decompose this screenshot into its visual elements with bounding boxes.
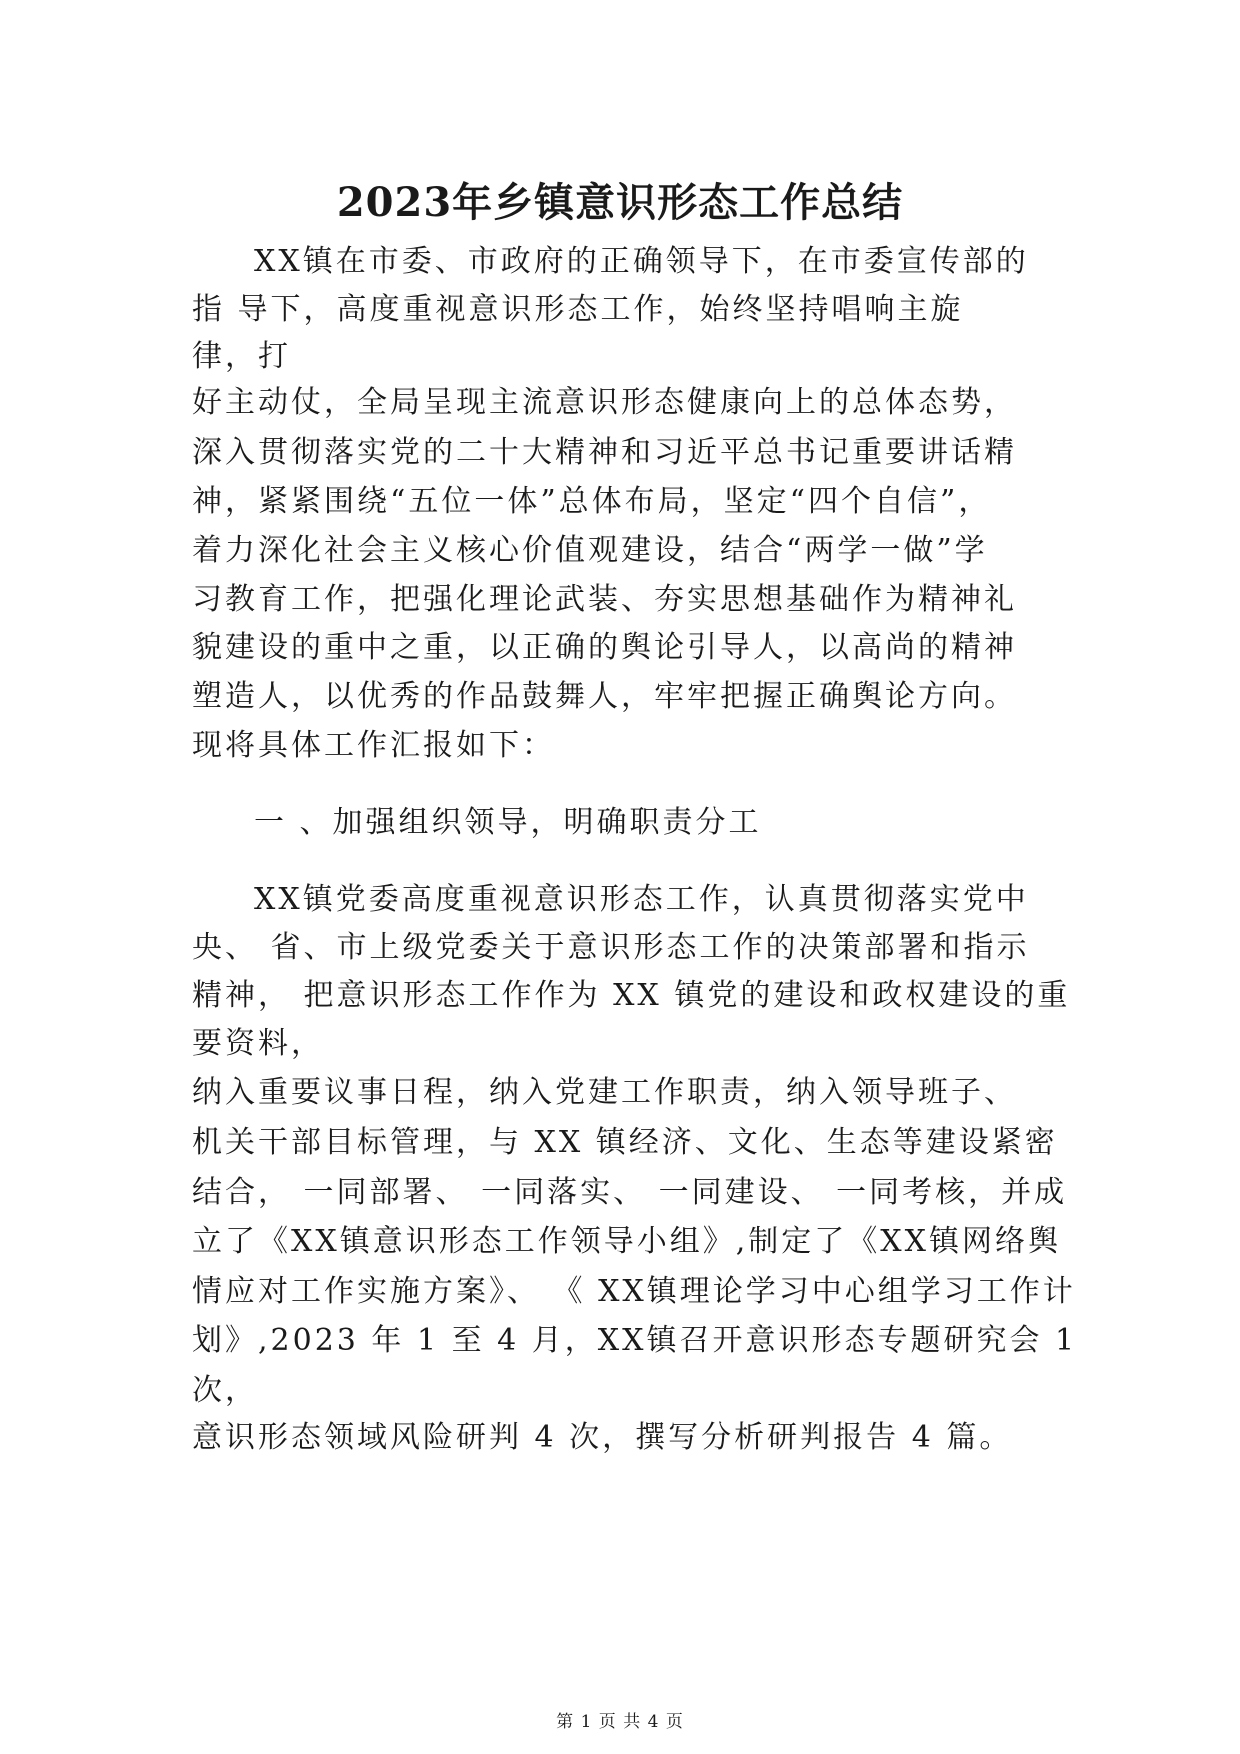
paragraph-line: 貌建设的重中之重，以正确的舆论引导人，以高尚的精神 [192, 630, 1017, 665]
paragraph-line: 神，紧紧围绕“五位一体”总体布局，坚定“四个自信”， [192, 484, 992, 519]
paragraph-line: 指 导下，高度重视意识形态工作，始终坚持唱响主旋 [192, 292, 964, 327]
paragraph-line: XX镇在市委、市政府的正确领导下，在市委宣传部的 [254, 244, 1029, 279]
section-heading: 一 、加强组织领导，明确职责分工 [254, 805, 762, 840]
paragraph-line: 央、 省、市上级党委关于意识形态工作的决策部署和指示 [192, 930, 1030, 965]
paragraph-line: 着力深化社会主义核心价值观建设，结合“两学一做”学 [192, 533, 988, 568]
paragraph-line: 立了《XX镇意识形态工作领导小组》,制定了《XX镇网络舆 [192, 1224, 1061, 1259]
paragraph-line: 情应对工作实施方案》、 《 XX镇理论学习中心组学习工作计 [192, 1274, 1076, 1309]
paragraph-line: 划》,2023 年 1 至 4 月，XX镇召开意识形态专题研究会 1 [192, 1323, 1078, 1358]
page-footer: 第 1 页 共 4 页 [556, 1712, 684, 1732]
paragraph-line: 好主动仗，全局呈现主流意识形态健康向上的总体态势， [192, 385, 1017, 420]
paragraph-line: 精神， 把意识形态工作作为 XX 镇党的建设和政权建设的重 [192, 978, 1071, 1013]
paragraph-line: 律，打 [192, 339, 291, 374]
paragraph-line: 要资料， [192, 1026, 324, 1061]
paragraph-line: 意识形态领域风险研判 4 次，撰写分析研判报告 4 篇。 [192, 1420, 1013, 1455]
document-title: 2023年乡镇意识形态工作总结 [336, 179, 904, 226]
paragraph-line: 机关干部目标管理，与 XX 镇经济、文化、生态等建设紧密 [192, 1125, 1058, 1160]
paragraph-line: XX镇党委高度重视意识形态工作，认真贯彻落实党中 [254, 882, 1029, 917]
paragraph-line: 深入贯彻落实党的二十大精神和习近平总书记重要讲话精 [192, 435, 1017, 470]
paragraph-line: 现将具体工作汇报如下： [192, 728, 555, 763]
paragraph-line: 塑造人，以优秀的作品鼓舞人，牢牢把握正确舆论方向。 [192, 679, 1017, 714]
paragraph-line: 次， [192, 1373, 258, 1408]
paragraph-line: 纳入重要议事日程，纳入党建工作职责，纳入领导班子、 [192, 1075, 1017, 1110]
paragraph-line: 结合， 一同部署、 一同落实、 一同建设、 一同考核，并成 [192, 1175, 1068, 1210]
paragraph-line: 习教育工作，把强化理论武装、夯实思想基础作为精神礼 [192, 582, 1017, 617]
